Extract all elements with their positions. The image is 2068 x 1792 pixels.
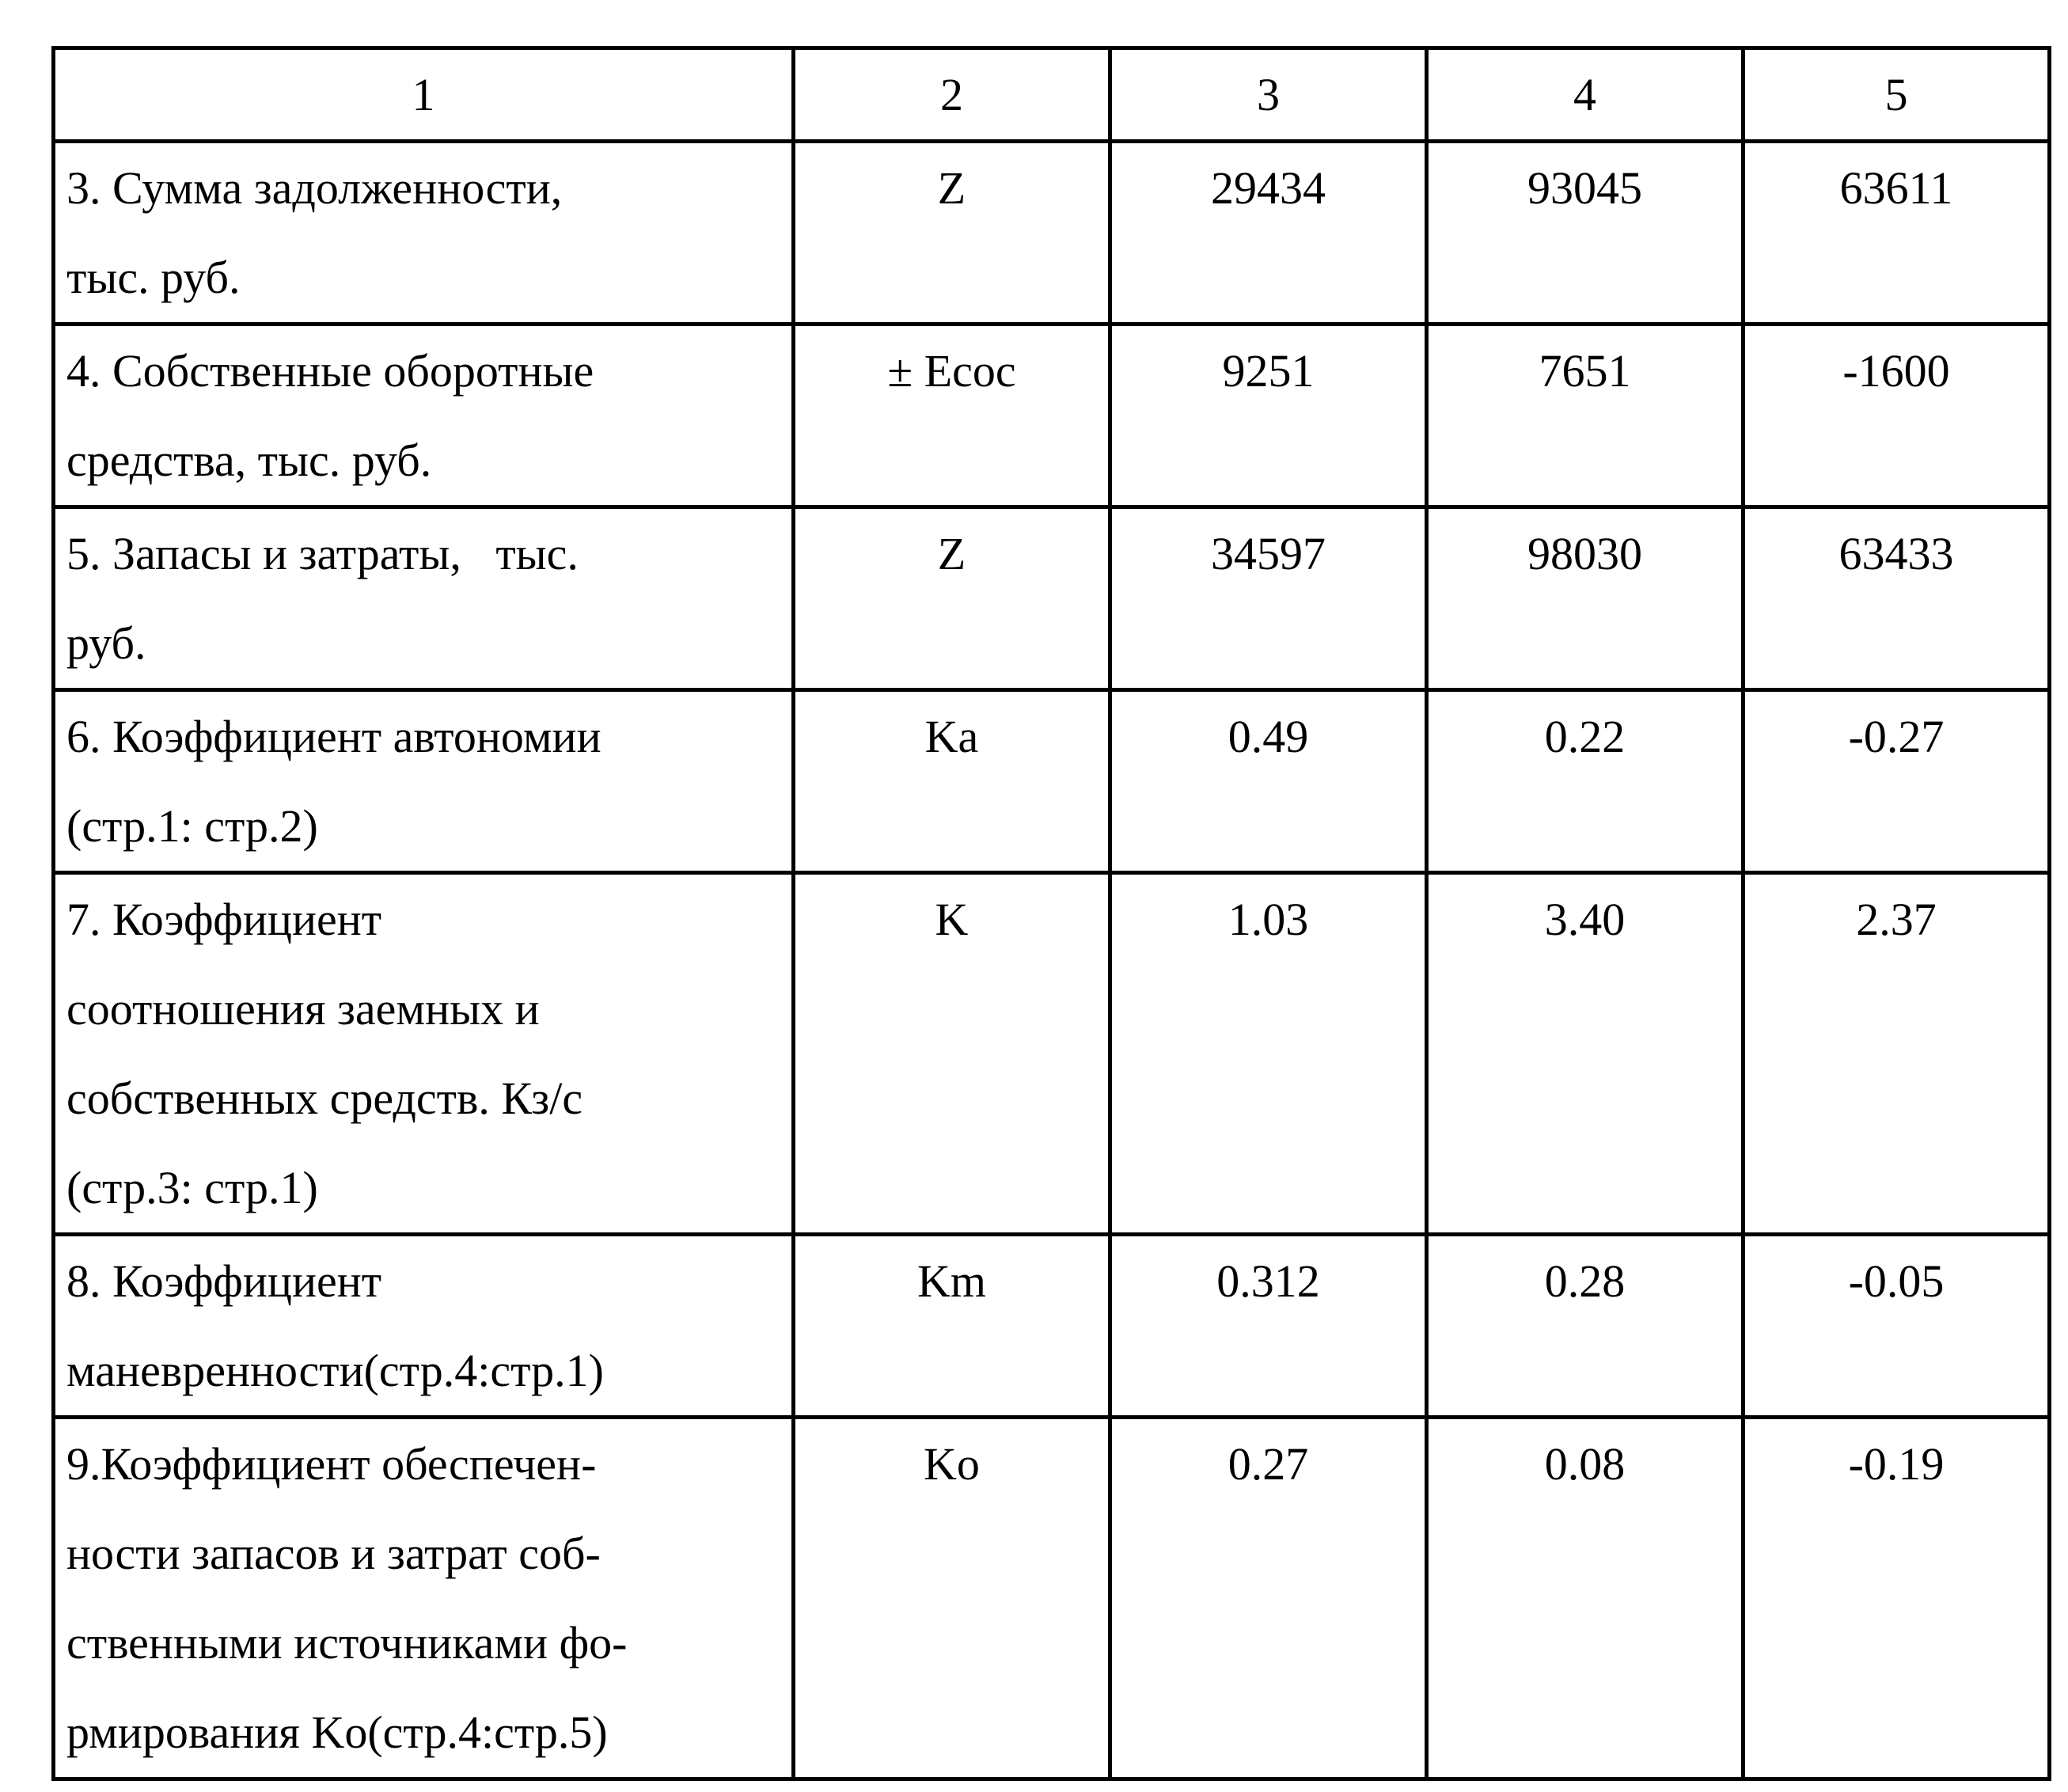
header-cell-3: 3 (1110, 48, 1427, 142)
value-col3: 9251 (1110, 325, 1427, 507)
label-line: (стр.3: стр.1) (66, 1162, 318, 1213)
table-row (54, 507, 2050, 690)
label-line: маневренности(стр.4:стр.1) (66, 1345, 604, 1396)
table-row (54, 1418, 2050, 1779)
indicator-symbol: Ko (794, 1418, 1110, 1779)
indicator-symbol: Km (794, 1235, 1110, 1418)
label-line: рмирования Ko(стр.4:стр.5) (66, 1707, 608, 1758)
table-row (54, 690, 2050, 873)
indicator-symbol: ± Ecoc (794, 325, 1110, 507)
value-col5: 63433 (1744, 507, 2050, 690)
table-row (54, 142, 2050, 325)
label-line: соотношения заемных и (66, 983, 540, 1035)
indicator-label (54, 142, 794, 325)
header-cell-4: 4 (1427, 48, 1744, 142)
label-line: 9.Коэффициент обеспечен- (66, 1438, 597, 1490)
indicator-label (54, 1235, 794, 1418)
indicator-label (54, 507, 794, 690)
value-col5: -1600 (1744, 325, 2050, 507)
value-col3: 0.49 (1110, 690, 1427, 873)
value-col3: 0.312 (1110, 1235, 1427, 1418)
value-col5: -0.05 (1744, 1235, 2050, 1418)
value-col3: 0.27 (1110, 1418, 1427, 1779)
value-col5: 2.37 (1744, 873, 2050, 1235)
indicator-symbol: Ka (794, 690, 1110, 873)
table-row (54, 325, 2050, 507)
value-col4: 0.22 (1427, 690, 1744, 873)
indicator-symbol: Z (794, 507, 1110, 690)
header-cell-5: 5 (1744, 48, 2050, 142)
value-col5: 63611 (1744, 142, 2050, 325)
value-col4: 98030 (1427, 507, 1744, 690)
indicator-label (54, 325, 794, 507)
value-col3: 29434 (1110, 142, 1427, 325)
label-line: 5. Запасы и затраты, тыс. (66, 528, 579, 579)
label-line: (стр.1: стр.2) (66, 800, 318, 852)
label-line: руб. (66, 617, 146, 669)
header-cell-2: 2 (794, 48, 1110, 142)
value-col5: -0.19 (1744, 1418, 2050, 1779)
value-col4: 0.08 (1427, 1418, 1744, 1779)
label-line: 4. Собственные оборотные (66, 345, 594, 397)
value-col4: 3.40 (1427, 873, 1744, 1235)
indicator-label (54, 873, 794, 1235)
value-col4: 93045 (1427, 142, 1744, 325)
header-cell-1: 1 (54, 48, 794, 142)
header-row (54, 48, 2050, 142)
value-col4: 7651 (1427, 325, 1744, 507)
financial-indicators-table (51, 46, 2051, 1781)
indicator-symbol: K (794, 873, 1110, 1235)
indicator-symbol: Z (794, 142, 1110, 325)
label-line: 8. Коэффициент (66, 1255, 382, 1307)
table-row (54, 873, 2050, 1235)
label-line: 6. Коэффициент автономии (66, 711, 601, 762)
indicator-label (54, 1418, 794, 1779)
value-col4: 0.28 (1427, 1235, 1744, 1418)
indicator-label (54, 690, 794, 873)
value-col3: 34597 (1110, 507, 1427, 690)
value-col3: 1.03 (1110, 873, 1427, 1235)
label-line: тыс. руб. (66, 252, 241, 303)
label-line: собственных средств. Кз/с (66, 1073, 583, 1124)
label-line: ственными источниками фо- (66, 1617, 628, 1669)
value-col5: -0.27 (1744, 690, 2050, 873)
label-line: 7. Коэффициент (66, 894, 382, 945)
label-line: 3. Сумма задолженности, (66, 162, 563, 214)
table-row (54, 1235, 2050, 1418)
label-line: средства, тыс. руб. (66, 435, 432, 486)
label-line: ности запасов и затрат соб- (66, 1528, 601, 1579)
